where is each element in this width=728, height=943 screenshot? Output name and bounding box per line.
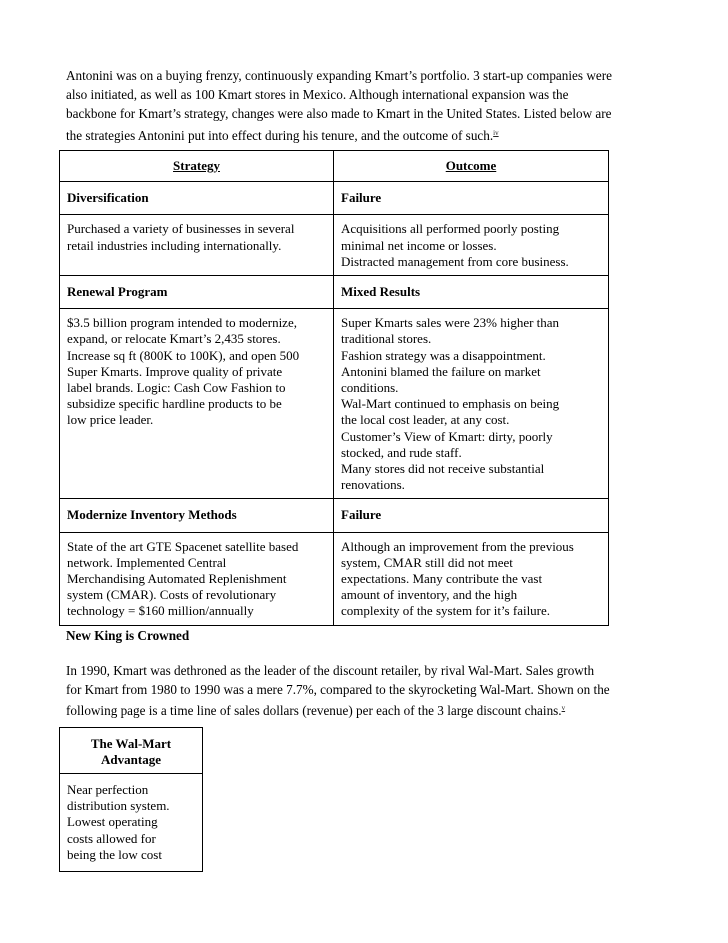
outcome-name: Failure xyxy=(334,499,609,532)
header-strategy: Strategy xyxy=(60,151,334,182)
cell-line: Increase sq ft (800K to 100K), and open 500 xyxy=(67,347,300,363)
sidebox-line: Lowest operating xyxy=(67,814,158,830)
cell-line: $3.5 billion program intended to modernize, xyxy=(67,315,297,331)
footnote-ref[interactable]: v xyxy=(561,704,566,713)
cell-line: Acquisitions all performed poorly posting xyxy=(341,221,560,237)
cell-line: low price leader. xyxy=(67,412,154,428)
section-line: for Kmart from 1980 to 1990 was a mere 7.7%, compared to the skyrocketing Wal-Mart. Shown on the xyxy=(66,682,610,698)
cell-line: State of the art GTE Spacenet satellite based xyxy=(67,538,299,554)
table-row xyxy=(60,276,609,309)
outcome-detail xyxy=(334,309,609,499)
walmart-advantage-box xyxy=(59,727,203,872)
section-line-text: following page is a time line of sales dollars (revenue) per each of the 3 large discount chains. xyxy=(66,703,562,719)
cell-line: Although an improvement from the previous xyxy=(341,538,574,554)
cell-line: expand, or relocate Kmart’s 2,435 stores. xyxy=(67,331,281,347)
strategy-detail xyxy=(60,309,334,499)
table-header-row xyxy=(60,151,609,182)
cell-line: Many stores did not receive substantial xyxy=(341,461,545,477)
outcome-detail xyxy=(334,532,609,625)
cell-line: amount of inventory, and the high xyxy=(341,587,518,603)
section-line xyxy=(66,699,666,720)
section-paragraph xyxy=(66,661,666,721)
sidebox-title-line: The Wal-Mart xyxy=(90,736,172,751)
cell-line: stocked, and rude staff. xyxy=(341,444,462,460)
intro-line xyxy=(66,124,666,145)
cell-line: system (CMAR). Costs of revolutionary xyxy=(67,587,277,603)
cell-line: minimal net income or losses. xyxy=(341,237,497,253)
section-heading: New King is Crowned xyxy=(66,628,190,643)
table-row xyxy=(60,215,609,276)
cell-line: complexity of the system for it’s failure. xyxy=(341,603,551,619)
sidebox-title xyxy=(60,728,202,774)
strategy-name: Modernize Inventory Methods xyxy=(60,499,334,532)
cell-line: Customer’s View of Kmart: dirty, poorly xyxy=(341,428,553,444)
sidebox-line: costs allowed for xyxy=(67,830,156,846)
cell-line: Antonini blamed the failure on market xyxy=(341,363,541,379)
sidebox-title-line: Advantage xyxy=(101,752,161,768)
cell-line: Super Kmarts. Improve quality of private xyxy=(67,363,283,379)
intro-line-text: the strategies Antonini put into effect during his tenure, and the outcome of such. xyxy=(66,127,494,143)
intro-line: Antonini was on a buying frenzy, continuously expanding Kmart’s portfolio. 3 start-up companies were xyxy=(66,68,612,83)
cell-line: conditions. xyxy=(341,380,399,396)
header-outcome: Outcome xyxy=(334,151,609,182)
footnote-ref[interactable]: iv xyxy=(493,128,499,137)
cell-line: subsidize specific hardline products to be xyxy=(67,396,282,412)
cell-line: Super Kmarts sales were 23% higher than xyxy=(341,315,560,331)
cell-line: label brands. Logic: Cash Cow Fashion to xyxy=(67,380,286,396)
cell-line: Fashion strategy was a disappointment. xyxy=(341,347,546,363)
outcome-detail xyxy=(334,215,609,276)
sidebox-line: distribution system. xyxy=(67,798,170,814)
strategy-name: Diversification xyxy=(60,182,334,215)
cell-line: Distracted management from core business. xyxy=(341,253,569,269)
intro-line: backbone for Kmart’s strategy, changes were also made to Kmart in the United States. Listed below are xyxy=(66,106,612,122)
cell-line: technology = $160 million/annually xyxy=(67,603,254,619)
cell-line: traditional stores. xyxy=(341,331,432,347)
table-row xyxy=(60,532,609,625)
sidebox-line: Near perfection xyxy=(67,782,149,797)
cell-line: Merchandising Automated Replenishment xyxy=(67,571,287,587)
strategy-detail xyxy=(60,532,334,625)
strategy-detail xyxy=(60,215,334,276)
cell-line: Wal-Mart continued to emphasis on being xyxy=(341,396,560,412)
section-line: In 1990, Kmart was dethroned as the leader of the discount retailer, by rival Wal-Mart. Sales growth xyxy=(66,663,595,678)
cell-line: expectations. Many contribute the vast xyxy=(341,571,543,587)
outcome-name: Failure xyxy=(334,182,609,215)
strategy-table xyxy=(59,150,609,626)
outcome-name: Mixed Results xyxy=(334,276,609,309)
cell-line: renovations. xyxy=(341,477,405,493)
sidebox-body xyxy=(60,774,202,863)
table-row xyxy=(60,182,609,215)
table-row xyxy=(60,499,609,532)
cell-line: system, CMAR still did not meet xyxy=(341,554,513,570)
intro-line: also initiated, as well as 100 Kmart stores in Mexico. Although international expansion was the xyxy=(66,87,569,103)
cell-line: the local cost leader, at any cost. xyxy=(341,412,510,428)
table-row xyxy=(60,309,609,499)
intro-paragraph xyxy=(66,66,666,145)
cell-line: retail industries including internationally. xyxy=(67,237,282,253)
cell-line: network. Implemented Central xyxy=(67,554,227,570)
strategy-name: Renewal Program xyxy=(60,276,334,309)
sidebox-line: being the low cost xyxy=(67,846,162,862)
cell-line: Purchased a variety of businesses in several xyxy=(67,221,295,237)
